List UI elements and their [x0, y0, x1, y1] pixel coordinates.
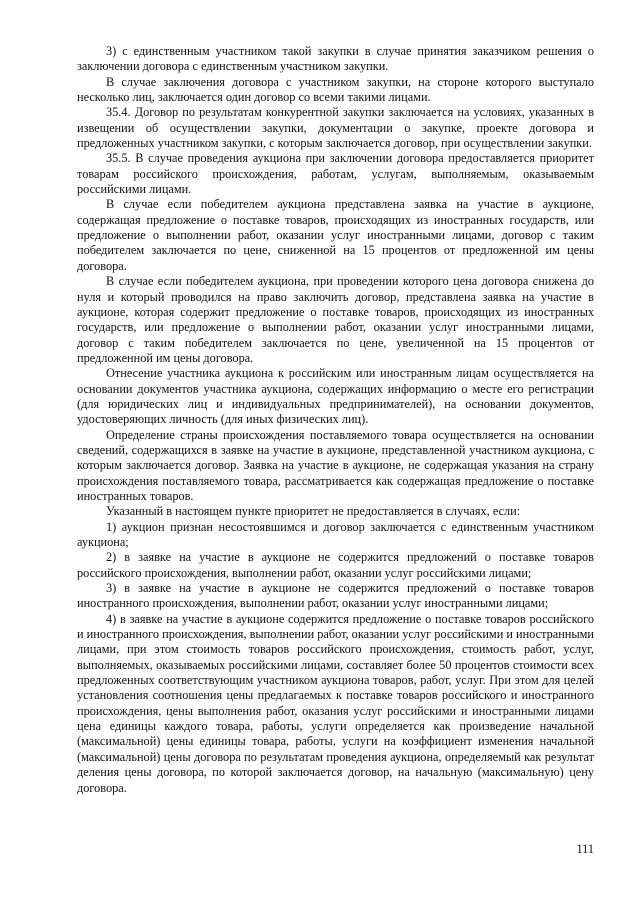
- paragraph-exception-1: 1) аукцион признан несостоявшимся и договор заключается с единственным участником аукциона;: [77, 519, 594, 549]
- paragraph-priority-exceptions: Указанный в настоящем пункте приоритет не предоставляется в случаях, если:: [106, 504, 521, 519]
- paragraph-joint-participants: В случае заключения договора с участником закупки, на стороне которого выступало несколько лиц, заключается один договор со всеми такими лицами.: [77, 74, 594, 105]
- paragraph-exception-3: 3) в заявке на участие в аукционе не содержится предложений о поставке товаров иностранного происхождения, выполнении работ, оказании услуг иностранными лицами;: [77, 581, 594, 611]
- paragraph-country-of-origin: Определение страны происхождения поставляемого товара осуществляется на основании сведений, содержащихся в заявке на участие в аукционе, представленной участником аукциона, с которым заключается договор. Заявка на участие в аукционе, не содержащая указания на страну происхождения поставляемого товара, рассматривается как содержащая предложение о поставке иностранных товаров.: [77, 427, 594, 503]
- page-number: 111: [576, 842, 594, 856]
- paragraph-item-3: 3) с единственным участником такой закупки в случае принятия заказчиком решения о заключении договора с единственным участником закупки.: [77, 44, 594, 74]
- paragraph-participant-classification: Отнесение участника аукциона к российским или иностранным лицам осуществляется на основании документов участника аукциона, содержащих информацию о месте его регистрации (для юридических лиц и индивидуальных предпринимателей), на основании документов, удостоверяющих личность (для иных физических лиц).: [77, 366, 594, 427]
- paragraph-exception-4: 4) в заявке на участие в аукционе содержится предложение о поставке товаров российского и иностранного происхождения, выполнении работ, оказании услуг российскими и иностранными лицами, при этом стоимость товаров российского происхождения, стоимость работ, услуг, выполняемых, оказываемых российскими лицами, составляет более 50 процентов стоимости всех предложенных соответствующим участником аукциона товаров, работ, услуг. При этом для целей установления соотношения цены предлагаемых к поставке товаров российского и иностранного происхождения, цены выполнения работ, оказания услуг российскими и иностранными лицами цена единицы каждого товара, работы, услуги определяется как произведение начальной (максимальной) цены единицы товара, работы, услуги на коэффициент изменения начальной (максимальной) цены договора по результатам проведения аукциона, определяемый как результат деления цены договора, по которой заключается договор, на начальную (максимальную) цену договора.: [77, 611, 594, 795]
- paragraph-price-increase: В случае если победителем аукциона, при проведении которого цена договора снижена до нуля и который проводился на право заключить договор, представлена заявка на участие в аукционе, которая содержит предложение о поставке товаров, происходящих из иностранных государств, или предложение о выполнении работ, оказании услуг иностранными лицами, договор с таким победителем заключается по цене, увеличенной на 15 процентов от предложенной им цены договора.: [77, 274, 594, 365]
- paragraph-35-5: 35.5. В случае проведения аукциона при заключении договора предоставляется приоритет товарам российского происхождения, работам, услугам, выполняемым, оказываемым российскими лицами.: [77, 151, 594, 197]
- paragraph-price-reduction: В случае если победителем аукциона представлена заявка на участие в аукционе, содержащая предложение о поставке товаров, происходящих из иностранных государств, или предложение о выполнении работ, оказании услуг иностранными лицами, договор с таким победителем заключается по цене, сниженной на 15 процентов от предложенной им цены договора.: [77, 197, 594, 273]
- paragraph-35-4: 35.4. Договор по результатам конкурентной закупки заключается на условиях, указанных в извещении об осуществлении закупки, документации о закупке, проекте договора и предложенных участником закупки, с которым заключается договор, при осуществлении закупки.: [77, 105, 594, 151]
- document-body: [77, 44, 594, 796]
- paragraph-exception-2: 2) в заявке на участие в аукционе не содержится предложений о поставке товаров российского происхождения, выполнении работ, оказании услуг российскими лицами;: [77, 550, 594, 580]
